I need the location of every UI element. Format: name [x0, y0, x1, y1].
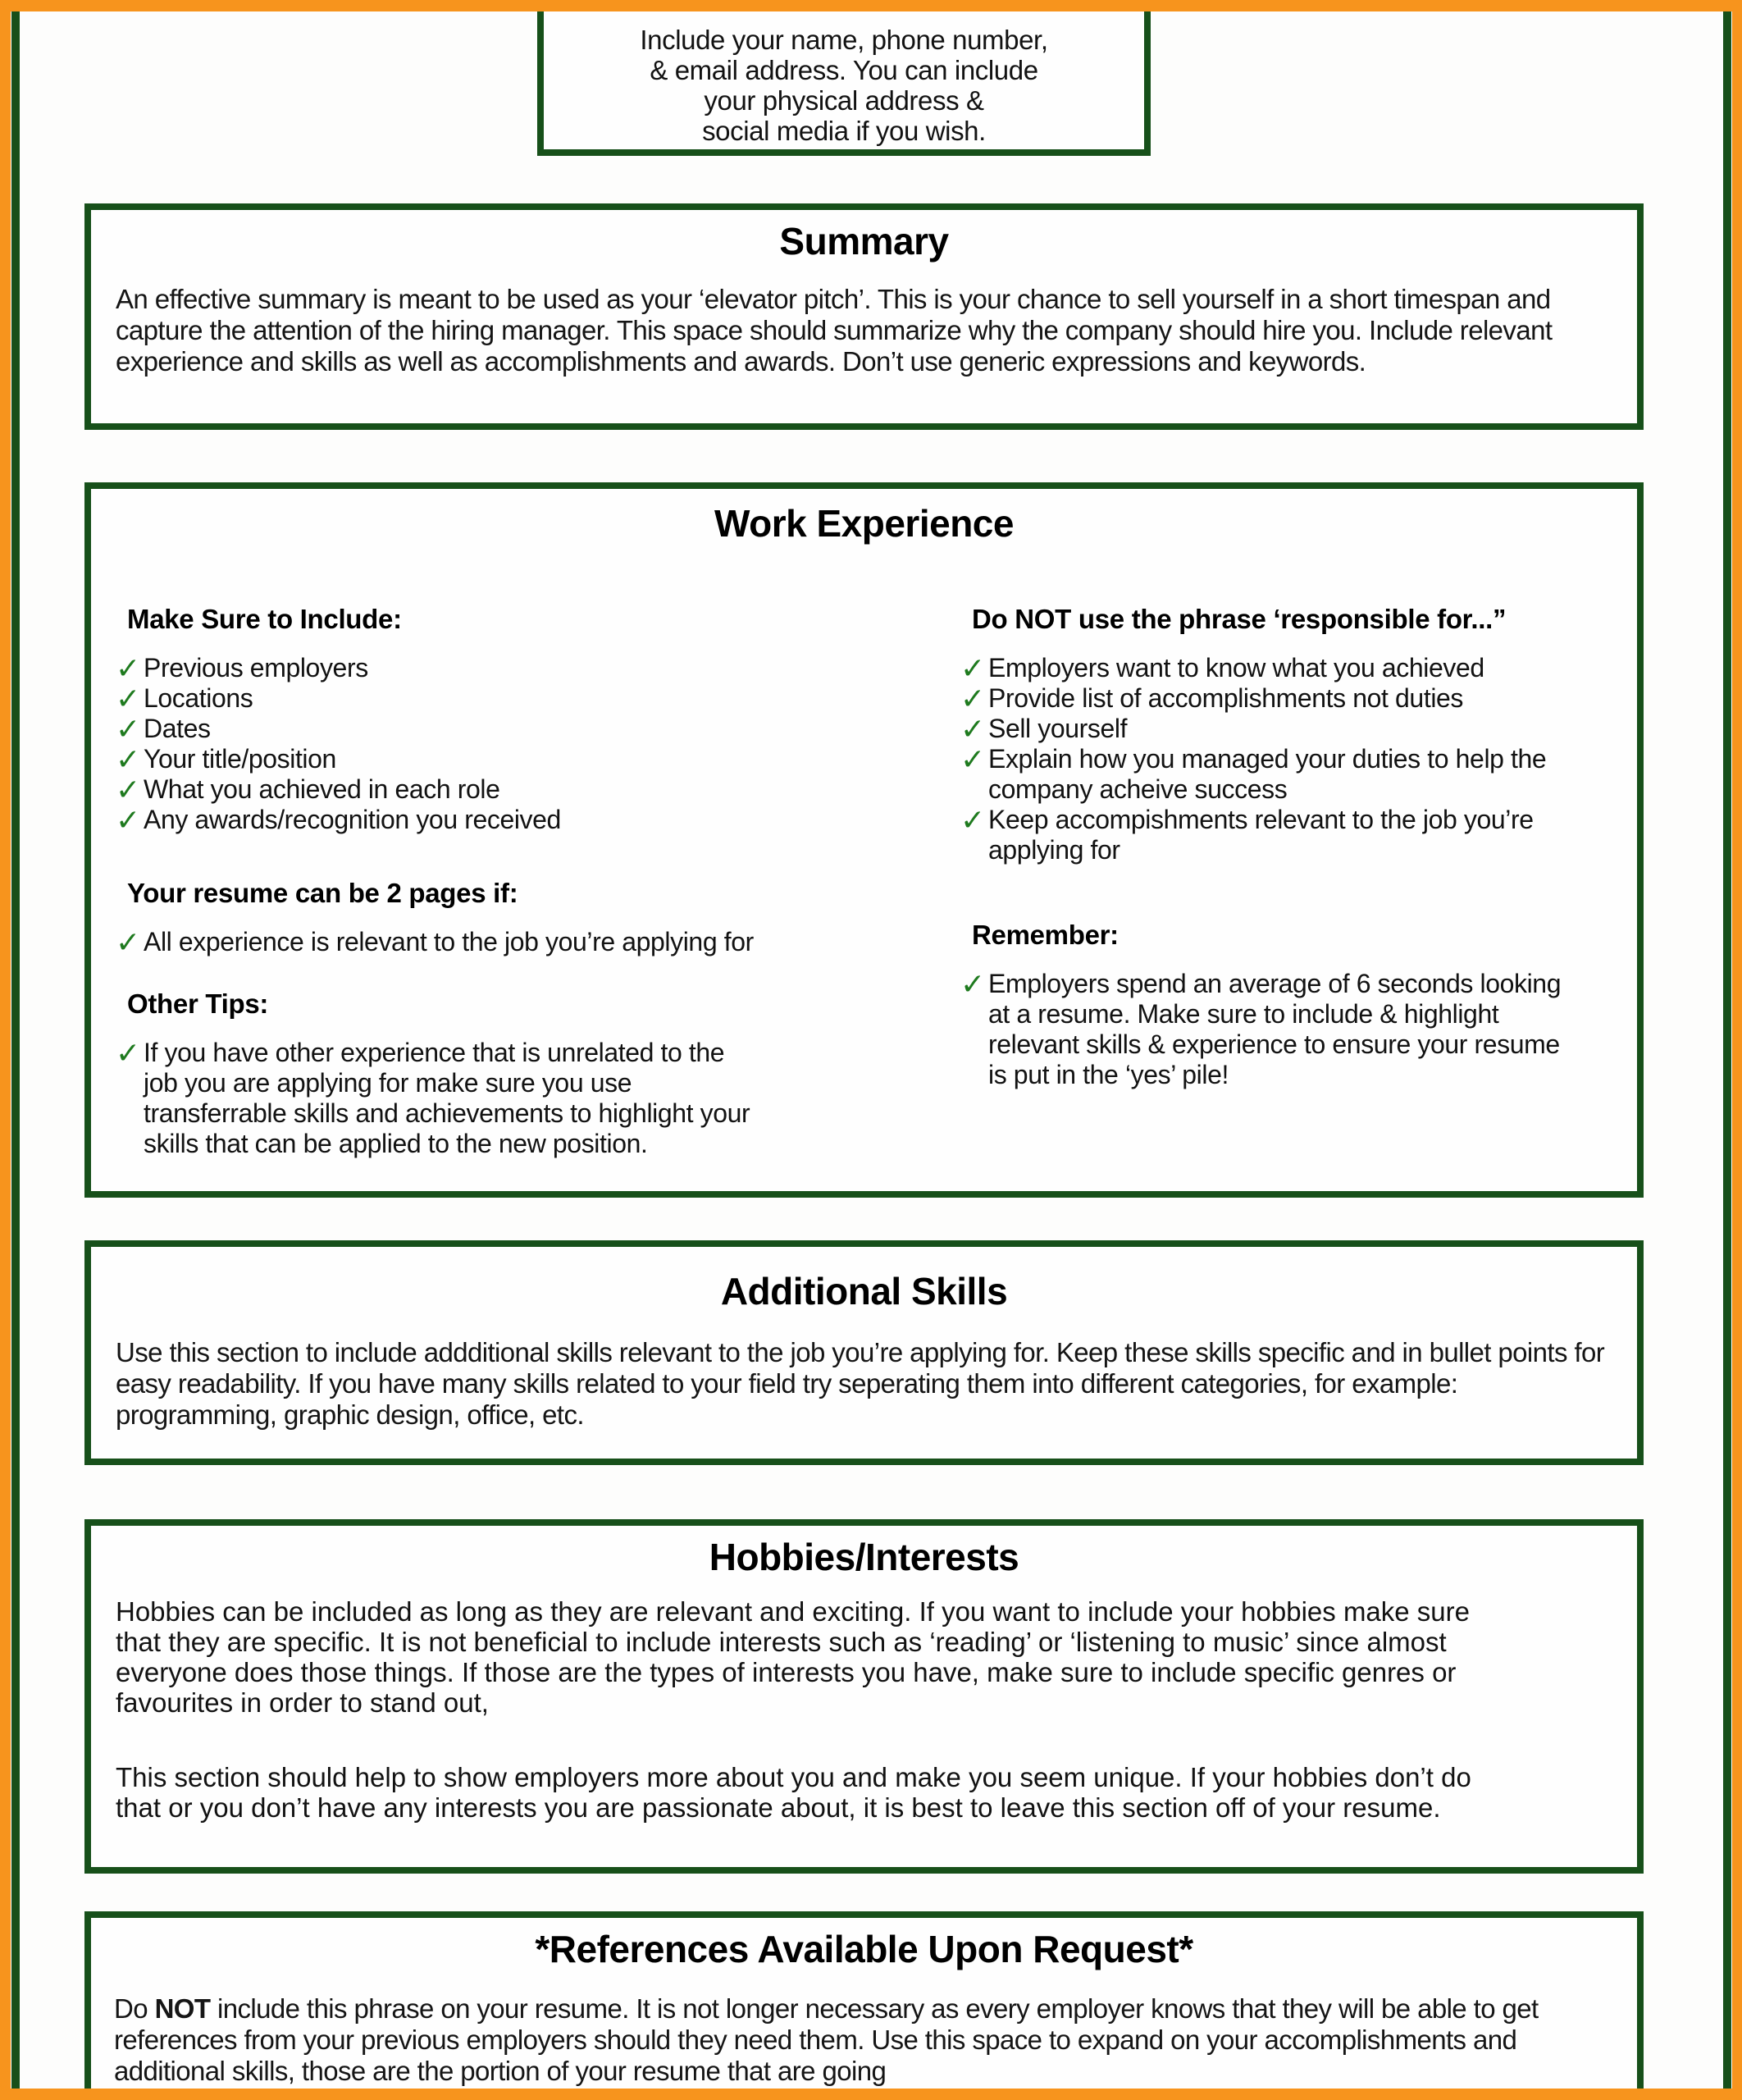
check-icon: ✓ — [116, 773, 140, 806]
check-item — [116, 683, 837, 714]
hobbies-section — [84, 1519, 1644, 1874]
check-icon: ✓ — [116, 651, 140, 685]
check-item — [116, 653, 837, 683]
check-item-text: Any awards/recognition you received — [144, 805, 561, 834]
references-body — [114, 1993, 1541, 2087]
references-body-rest: include this phrase on your resume. It is not longer necessary as every employer knows that they will be able to get references from your previous employers should they need them. Use this space to expand on your accomplishments and additional skills, those are the portion of your resume that are going — [114, 1993, 1539, 2086]
check-icon: ✓ — [960, 742, 985, 776]
summary-section — [84, 203, 1644, 430]
check-icon: ✓ — [116, 712, 140, 746]
check-item — [116, 927, 837, 957]
page-border-right — [1732, 0, 1742, 2100]
we-right-heading-remember: Remember: — [972, 920, 1119, 950]
check-item-text: All experience is relevant to the job you’re applying for — [144, 927, 754, 956]
inner-frame-line-left — [11, 0, 20, 2100]
references-section — [84, 1911, 1644, 2100]
check-item-text: Your title/position — [144, 744, 336, 774]
check-item-text: Provide list of accomplishments not duties — [988, 683, 1464, 713]
check-icon: ✓ — [116, 803, 140, 837]
references-body-bold-word: NOT — [154, 1993, 211, 2024]
check-item — [116, 805, 837, 835]
check-icon: ✓ — [960, 651, 985, 685]
header-note-line: your physical address & — [704, 85, 984, 116]
check-item-text: If you have other experience that is unrelated to the job you are applying for make sure you use transferrable skills and achievements to highlight your skills that can be applied to the new position. — [144, 1038, 750, 1158]
check-item — [960, 653, 1666, 683]
check-icon: ✓ — [960, 712, 985, 746]
check-icon: ✓ — [116, 682, 140, 715]
we-left-two-pages-list — [116, 927, 837, 957]
we-right-heading-responsible: Do NOT use the phrase ‘responsible for...” — [972, 604, 1507, 634]
we-right-remember-list — [960, 969, 1666, 1090]
check-item-text: Employers want to know what you achieved — [988, 653, 1484, 682]
hobbies-body — [116, 1596, 1604, 1823]
hobbies-paragraph: Hobbies can be included as long as they are relevant and exciting. If you want to include your hobbies make sure that they are specific. It is not beneficial to include interests such as ‘reading’ or ‘listening to music’ since almost everyone does those things. If those are the types of interests you have, make sure to include specific genres or favourites in order to stand out, — [116, 1596, 1470, 1718]
additional-skills-title: Additional Skills — [720, 1270, 1008, 1312]
check-item — [116, 774, 837, 805]
hobbies-title: Hobbies/Interests — [709, 1536, 1019, 1578]
page-border-left — [0, 0, 11, 2100]
we-left-heading-include: Make Sure to Include: — [127, 604, 402, 634]
page-border-bottom — [0, 2089, 1742, 2100]
check-item-text: Employers spend an average of 6 seconds looking at a resume. Make sure to include & highlight relevant skills & experience to ensure your resume is put in the ‘yes’ pile! — [988, 969, 1562, 1089]
work-experience-columns — [91, 604, 1637, 1159]
header-note-line: & email address. You can include — [650, 55, 1038, 85]
references-body-prefix: Do — [114, 1993, 155, 2024]
summary-title: Summary — [779, 220, 949, 262]
work-experience-section — [84, 482, 1644, 1198]
check-item-text: What you achieved in each role — [144, 774, 500, 804]
additional-skills-section — [84, 1240, 1644, 1465]
check-item-text: Locations — [144, 683, 253, 713]
check-item-text: Explain how you managed your duties to help the company acheive success — [988, 744, 1547, 804]
check-item — [960, 714, 1666, 744]
check-item — [960, 744, 1666, 805]
header-note-text — [552, 25, 1136, 146]
check-item-text: Keep accompishments relevant to the job you’re applying for — [988, 805, 1534, 865]
check-item — [116, 714, 837, 744]
check-item — [960, 805, 1666, 865]
we-left-include-list — [116, 653, 837, 835]
check-item — [960, 969, 1666, 1090]
check-item-text: Dates — [144, 714, 211, 743]
check-icon: ✓ — [116, 925, 140, 959]
check-item — [116, 744, 837, 774]
page-border-top — [0, 0, 1742, 11]
check-item-text: Previous employers — [144, 653, 368, 682]
check-icon: ✓ — [960, 682, 985, 715]
summary-body: An effective summary is meant to be used as your ‘elevator pitch’. This is your chance to sell yourself in a short timespan and capture the attention of the hiring manager. This space should summarize why the company should hire you. Include relevant experience and skills as well as accomplishments and awards. Don’t use generic expressions and keywords. — [116, 284, 1553, 377]
check-item-text: Sell yourself — [988, 714, 1128, 743]
we-right-responsible-list — [960, 653, 1666, 865]
we-right-column — [960, 604, 1666, 1159]
we-left-heading-two-pages: Your resume can be 2 pages if: — [127, 878, 518, 908]
check-item — [960, 683, 1666, 714]
check-icon: ✓ — [960, 803, 985, 837]
inner-frame-line-right — [1723, 0, 1731, 2100]
we-left-other-tips-list — [116, 1038, 837, 1159]
hobbies-paragraph: This section should help to show employers more about you and make you seem unique. If your hobbies don’t do that or you don’t have any interests you are passionate about, it is best to leave this section off of your resume. — [116, 1762, 1471, 1823]
header-note-line: social media if you wish. — [702, 116, 986, 146]
check-item — [116, 1038, 837, 1159]
we-left-column — [116, 604, 837, 1159]
check-icon: ✓ — [960, 967, 985, 1001]
check-icon: ✓ — [116, 1036, 140, 1070]
header-note-box — [537, 5, 1151, 156]
check-icon: ✓ — [116, 742, 140, 776]
references-title: *References Available Upon Request* — [535, 1928, 1193, 1970]
additional-skills-body: Use this section to include addditional skills relevant to the job you’re applying for. Keep these skills specific and in bullet points for easy readability. If you have many skills related to your field try seperating them into different categories, for example: programming, graphic design, office, etc. — [116, 1337, 1605, 1430]
header-note-line: Include your name, phone number, — [640, 25, 1048, 55]
we-left-heading-other-tips: Other Tips: — [127, 988, 269, 1019]
work-experience-title: Work Experience — [714, 502, 1014, 545]
